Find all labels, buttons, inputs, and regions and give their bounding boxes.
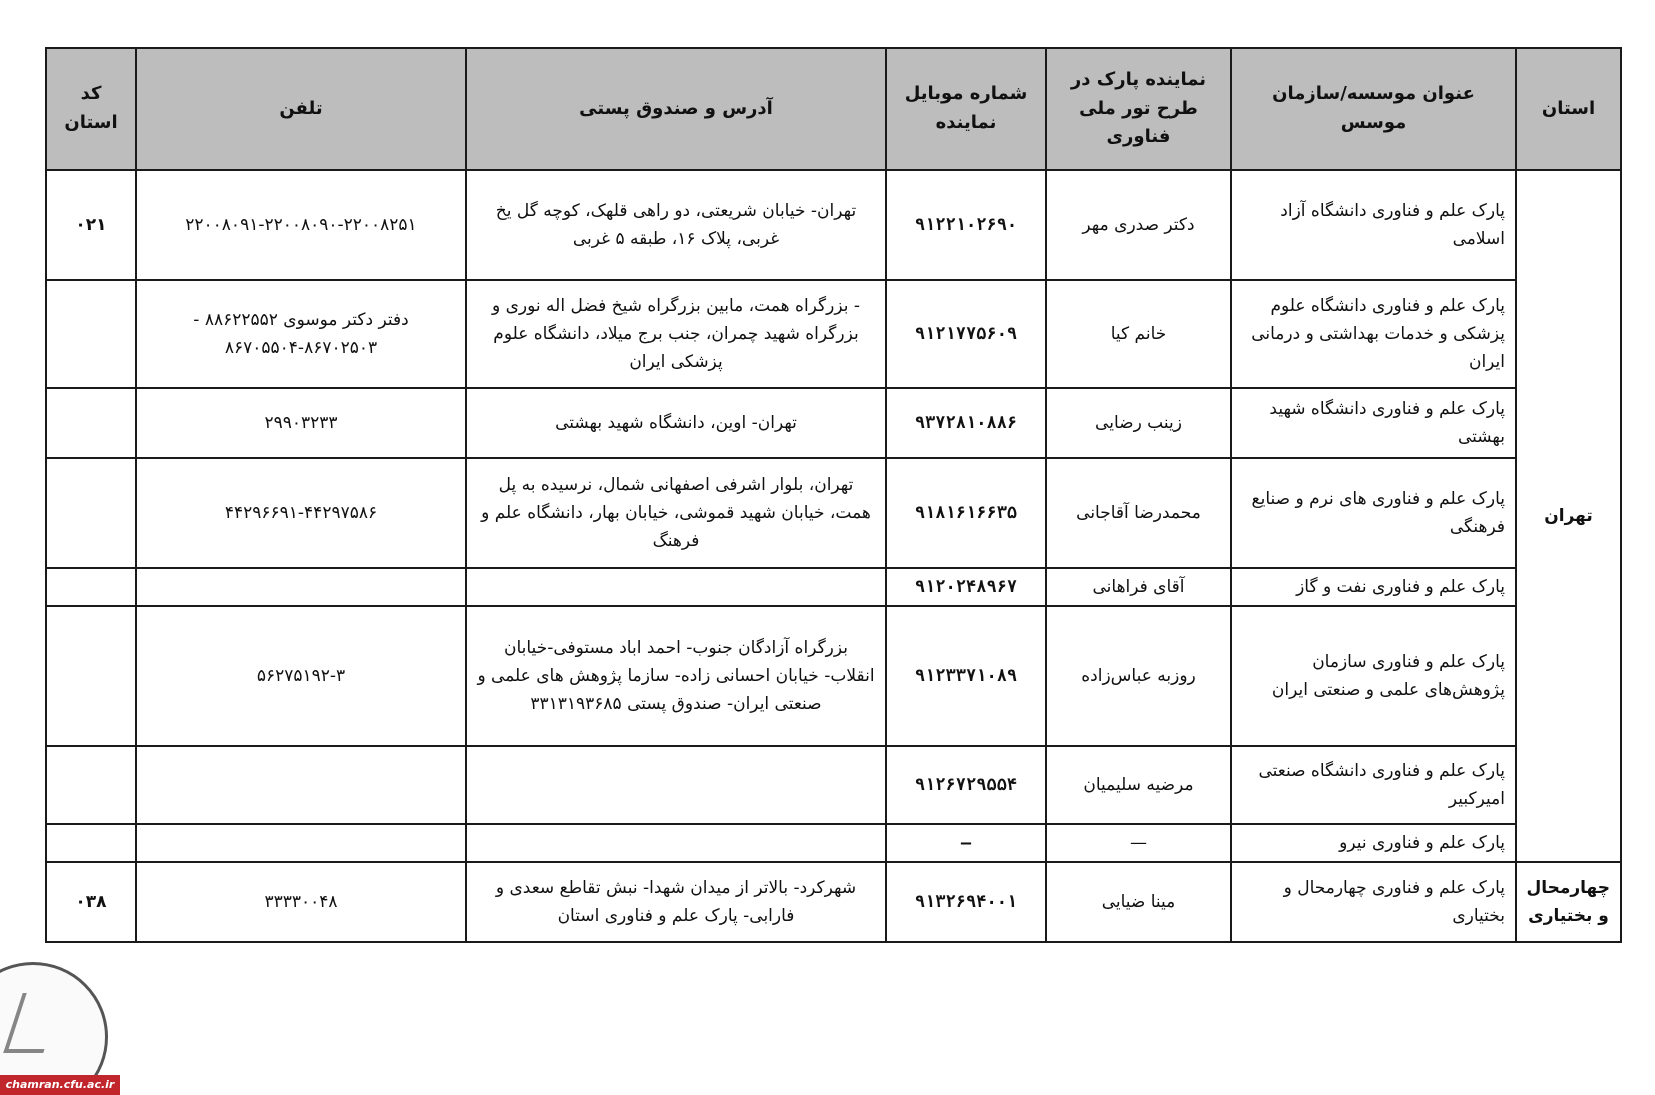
institute-cell: پارک علم و فناوری دانشگاه شهید بهشتی: [1231, 388, 1516, 458]
mobile-cell: ۹۳۷۲۸۱۰۸۸۶: [886, 388, 1046, 458]
institute-cell: پارک علم و فناوری نفت و گاز: [1231, 568, 1516, 606]
address-cell: تهران، بلوار اشرفی اصفهانی شمال، نرسیده به پل همت، خیابان شهید قموشی، خیابان بهار، دانشگاه علم و فرهنگ: [466, 458, 886, 568]
mobile-cell: ۹۱۳۲۶۹۴۰۰۱: [886, 862, 1046, 942]
province-cell: چهارمحال و بختیاری: [1516, 862, 1621, 942]
table-row: [46, 170, 1621, 280]
address-cell: [466, 568, 886, 606]
mobile-cell: ۹۱۲۱۷۷۵۶۰۹: [886, 280, 1046, 388]
representative-cell: روزبه عباس‌زاده: [1046, 606, 1231, 746]
province-code-cell: [46, 388, 136, 458]
header-address: آدرس و صندوق پستی: [466, 48, 886, 170]
site-url-label[interactable]: chamran.cfu.ac.ir: [0, 1075, 120, 1095]
mobile-cell: ۹۱۲۰۲۴۸۹۶۷: [886, 568, 1046, 606]
phone-cell: ۳۳۳۳۰۰۴۸: [136, 862, 466, 942]
table-row: [46, 458, 1621, 568]
institute-cell: پارک علم و فناوری سازمان پژوهش‌های علمی و صنعتی ایران: [1231, 606, 1516, 746]
institute-cell: پارک علم و فناوری های نرم و صنایع فرهنگی: [1231, 458, 1516, 568]
table-row: [46, 280, 1621, 388]
address-cell: [466, 746, 886, 824]
province-code-cell: [46, 824, 136, 862]
representative-cell: مینا ضیایی: [1046, 862, 1231, 942]
representative-cell: زینب رضایی: [1046, 388, 1231, 458]
representative-cell: دکتر صدری مهر: [1046, 170, 1231, 280]
representative-cell: خانم کیا: [1046, 280, 1231, 388]
address-cell: - بزرگراه همت، مابین بزرگراه شیخ فضل اله نوری و بزرگراه شهید چمران، جنب برج میلاد، دانشگاه علوم پزشکی ایران: [466, 280, 886, 388]
institute-cell: پارک علم و فناوری دانشگاه آزاد اسلامی: [1231, 170, 1516, 280]
institute-cell: پارک علم و فناوری دانشگاه علوم پزشکی و خدمات بهداشتی و درمانی ایران: [1231, 280, 1516, 388]
mobile-cell: ۹۱۲۳۳۷۱۰۸۹: [886, 606, 1046, 746]
table-row: [46, 746, 1621, 824]
phone-cell: دفتر دکتر موسوی ۸۸۶۲۲۵۵۲ - ۸۶۷۰۲۵۰۳-۸۶۷۰۵۵۰۴: [136, 280, 466, 388]
address-cell: [466, 824, 886, 862]
province-code-cell: [46, 746, 136, 824]
phone-cell: ۲۲۰۰۸۰۹۱-۲۲۰۰۸۰۹۰-۲۲۰۰۸۲۵۱: [136, 170, 466, 280]
mobile-cell: ۹۱۲۲۱۰۲۶۹۰: [886, 170, 1046, 280]
representative-cell: —: [1046, 824, 1231, 862]
phone-cell: ۲۹۹۰۳۲۳۳: [136, 388, 466, 458]
header-institute: عنوان موسسه/سازمان موسس: [1231, 48, 1516, 170]
address-cell: شهرکرد- بالاتر از میدان شهدا- نبش تقاطع سعدی و فارابی- پارک علم و فناوری استان: [466, 862, 886, 942]
mobile-cell: ۹۱۸۱۶۱۶۶۳۵: [886, 458, 1046, 568]
header-province: استان: [1516, 48, 1621, 170]
phone-cell: [136, 824, 466, 862]
province-code-cell: ۰۲۱: [46, 170, 136, 280]
header-representative: نماینده پارک در طرح تور ملی فناوری: [1046, 48, 1231, 170]
representative-cell: محمدرضا آقاجانی: [1046, 458, 1231, 568]
header-code: کد استان: [46, 48, 136, 170]
phone-cell: [136, 568, 466, 606]
province-cell: تهران: [1516, 170, 1621, 862]
representative-cell: آقای فراهانی: [1046, 568, 1231, 606]
address-cell: تهران- اوین، دانشگاه شهید بهشتی: [466, 388, 886, 458]
phone-cell: [136, 746, 466, 824]
header-row: [46, 48, 1621, 170]
province-code-cell: [46, 606, 136, 746]
mobile-cell: ۹۱۲۶۷۲۹۵۵۴: [886, 746, 1046, 824]
phone-cell: ۵۶۲۷۵۱۹۲-۳: [136, 606, 466, 746]
header-mobile: شماره موبایل نماینده: [886, 48, 1046, 170]
address-cell: تهران- خیابان شریعتی، دو راهی قلهک، کوچه گل یخ غربی، پلاک ۱۶، طبقه ۵ غربی: [466, 170, 886, 280]
logo-mark-icon: [3, 993, 62, 1053]
address-cell: بزرگراه آزادگان جنوب- احمد اباد مستوفی-خیابان انقلاب- خیابان احسانی زاده- سازما پژوهش های علمی و صنعتی ایران- صندوق پستی ۳۳۱۳۱۹۳۶۸۵: [466, 606, 886, 746]
province-code-cell: [46, 458, 136, 568]
institute-cell: پارک علم و فناوری نیرو: [1231, 824, 1516, 862]
province-code-cell: [46, 568, 136, 606]
province-code-cell: [46, 280, 136, 388]
province-code-cell: ۰۳۸: [46, 862, 136, 942]
parks-table: [45, 47, 1622, 943]
table-row: [46, 824, 1621, 862]
representative-cell: مرضیه سلیمیان: [1046, 746, 1231, 824]
table-row: [46, 606, 1621, 746]
table-row: [46, 388, 1621, 458]
table-row: [46, 568, 1621, 606]
header-phone: تلفن: [136, 48, 466, 170]
mobile-cell: —: [886, 824, 1046, 862]
table-row: [46, 862, 1621, 942]
phone-cell: ۴۴۲۹۶۶۹۱-۴۴۲۹۷۵۸۶: [136, 458, 466, 568]
institute-cell: پارک علم و فناوری دانشگاه صنعتی امیرکبیر: [1231, 746, 1516, 824]
institute-cell: پارک علم و فناوری چهارمحال و بختیاری: [1231, 862, 1516, 942]
